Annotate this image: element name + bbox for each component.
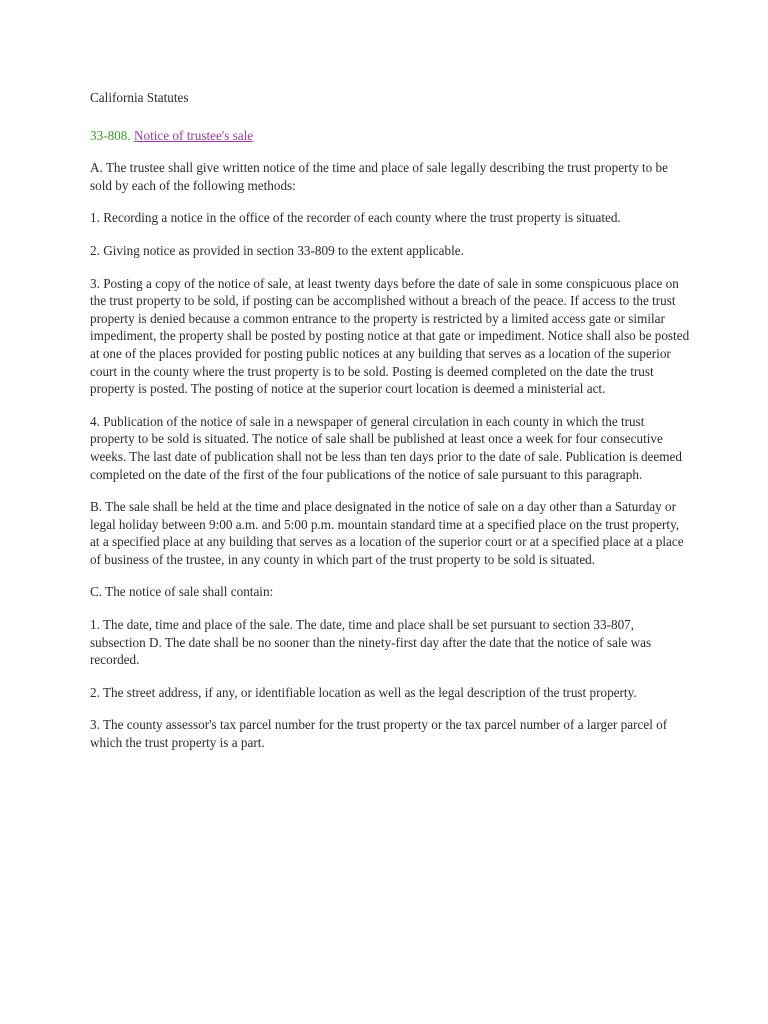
section-number: 33-808.: [90, 127, 131, 143]
document-title: California Statutes: [90, 90, 189, 105]
section-title-link[interactable]: Notice of trustee's sale: [133, 127, 254, 143]
paragraph-a-4: 4. Publication of the notice of sale in a newspaper of general circulation in each county in which the trust property to be sold is situated. The notice of sale shall be published at least once a week for four consecutive weeks. The last date of publication shall not be less than ten days prior to the date of sale. Publication is deemed completed on the date of the first of the four publications of the notice of sale pursuant to this paragraph.: [90, 413, 682, 482]
paragraph-c-3: 3. The county assessor's tax parcel number for the trust property or the tax parcel number of a larger parcel of which the trust property is a part.: [90, 717, 668, 751]
paragraph-c: C. The notice of sale shall contain:: [90, 584, 274, 600]
paragraph-a-2: 2. Giving notice as provided in section 33-809 to the extent applicable.: [90, 242, 464, 258]
paragraph-c-1: 1. The date, time and place of the sale. The date, time and place shall be set pursuant to section 33-807, subsection D. The date shall be no sooner than the ninety-first day after the date that the notice of sale was recorded.: [90, 617, 652, 668]
document-content: [90, 89, 690, 767]
paragraph-b: B. The sale shall be held at the time and place designated in the notice of sale on a day other than a Saturday or legal holiday between 9:00 a.m. and 5:00 p.m. mountain standard time at a specified place on the trust property, at a specified place at any building that serves as a location of the superior court or at a specified place at a place of business of the trustee, in any county in which part of the trust property to be sold is situated.: [90, 499, 684, 567]
paragraph-a-1: 1. Recording a notice in the office of the recorder of each county where the trust property is situated.: [90, 210, 621, 226]
paragraph-c-2: 2. The street address, if any, or identifiable location as well as the legal description of the trust property.: [90, 684, 637, 700]
paragraph-a: A. The trustee shall give written notice of the time and place of sale legally describing the trust property to be sold by each of the following methods:: [90, 160, 668, 193]
section-heading: [90, 127, 690, 145]
paragraph-a-3: 3. Posting a copy of the notice of sale, at least twenty days before the date of sale in some conspicuous place on the trust property to be sold, if posting can be accomplished without a breach of the peace. If access to the trust property is denied because a common entrance to the property is restricted by a limited access gate or similar impediment, the property shall be posted by posting notice at that gate or impediment. Notice shall also be posted at one of the places provided for posting public notices at any building that serves as a location of the superior court in the county where the trust property is to be sold. Posting is deemed completed on the date the trust property is posted. The posting of notice at the superior court location is deemed a ministerial act.: [90, 275, 690, 397]
